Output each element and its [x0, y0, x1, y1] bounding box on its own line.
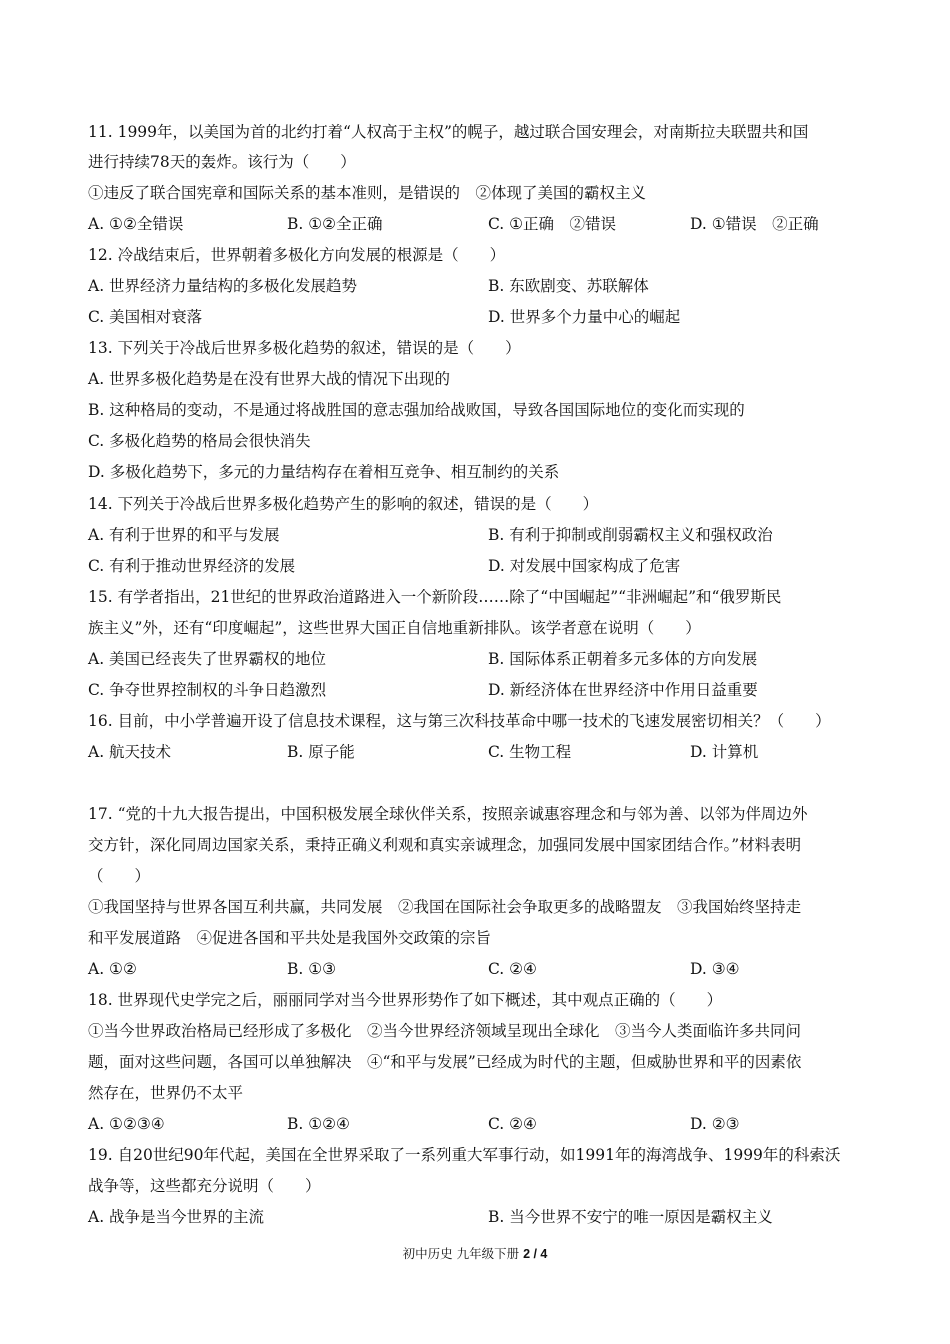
q17-option-a: A. ①② [88, 960, 137, 978]
question-14-stem: 14. 下列关于冷战后世界多极化趋势产生的影响的叙述，错误的是（ ） [88, 495, 599, 513]
question-18-statements-cont: 题，面对这些问题，各国可以单独解决 ④“和平与发展”已经成为时代的主题，但威胁世界和平的因素依 [88, 1053, 802, 1071]
question-18-stem: 18. 世界现代史学完之后，丽丽同学对当今世界形势作了如下概述，其中观点正确的（ ） [88, 991, 723, 1009]
q13-option-b: B. 这种格局的变动，不是通过将战胜国的意志强加给战败国，导致各国国际地位的变化而实现的 [88, 401, 745, 419]
question-13-stem: 13. 下列关于冷战后世界多极化趋势的叙述，错误的是（ ） [88, 339, 521, 357]
q19-option-b: B. 当今世界不安宁的唯一原因是霸权主义 [488, 1208, 773, 1226]
q14-option-b: B. 有利于抑制或削弱霸权主义和强权政治 [488, 526, 773, 544]
question-19-stem: 19. 自20世纪90年代起，美国在全世界采取了一系列重大军事行动，如1991年的海湾战争、1999年的科索沃 [88, 1146, 841, 1164]
q16-option-d: D. 计算机 [690, 743, 759, 761]
q11-option-b: B. ①②全正确 [287, 215, 383, 233]
q12-option-a: A. 世界经济力量结构的多极化发展趋势 [88, 277, 358, 295]
q13-option-c: C. 多极化趋势的格局会很快消失 [88, 432, 311, 450]
question-15-stem-cont: 族主义”外，还有“印度崛起”，这些世界大国正自信地重新排队。该学者意在说明（ ） [88, 619, 701, 637]
q12-option-d: D. 世界多个力量中心的崛起 [488, 308, 681, 326]
footer-course-label: 初中历史 九年级下册 [402, 1246, 520, 1261]
q15-option-b: B. 国际体系正朝着多元多体的方向发展 [488, 650, 758, 668]
page-footer [0, 1246, 950, 1262]
page-number: 2 / 4 [523, 1247, 548, 1261]
q14-option-a: A. 有利于世界的和平与发展 [88, 526, 280, 544]
q16-option-a: A. 航天技术 [88, 743, 172, 761]
q12-option-b: B. 东欧剧变、苏联解体 [488, 277, 649, 295]
question-15-stem: 15. 有学者指出，21世纪的世界政治道路进入一个新阶段……除了“中国崛起”“非洲崛起”和“俄罗斯民 [88, 588, 782, 606]
q13-option-a: A. 世界多极化趋势是在没有世界大战的情况下出现的 [88, 370, 451, 388]
q14-option-c: C. 有利于推动世界经济的发展 [88, 557, 296, 575]
question-17-statements: ①我国坚持与世界各国互利共赢，共同发展 ②我国在国际社会争取更多的战略盟友 ③我国始终坚持走 [88, 898, 802, 916]
question-17-stem: 17. “党的十九大报告提出，中国积极发展全球伙伴关系，按照亲诚惠容理念和与邻为善、以邻为伴周边外 [88, 805, 808, 823]
q14-option-d: D. 对发展中国家构成了危害 [488, 557, 681, 575]
question-17-stem-cont: 交方针，深化同周边国家关系，秉持正确义利观和真实亲诚理念，加强同发展中国家团结合作。”材料表明 [88, 836, 802, 854]
q12-option-c: C. 美国相对衰落 [88, 308, 203, 326]
q13-option-d: D. 多极化趋势下，多元的力量结构存在着相互竞争、相互制约的关系 [88, 463, 560, 481]
q15-option-a: A. 美国已经丧失了世界霸权的地位 [88, 650, 327, 668]
question-17-statements-cont: 和平发展道路 ④促进各国和平共处是我国外交政策的宗旨 [88, 929, 492, 947]
question-11-statements: ①违反了联合国宪章和国际关系的基本准则，是错误的 ②体现了美国的霸权主义 [88, 184, 647, 202]
q15-option-d: D. 新经济体在世界经济中作用日益重要 [488, 681, 758, 699]
q17-option-b: B. ①③ [287, 960, 337, 978]
question-16-stem: 16. 目前，中小学普遍开设了信息技术课程，这与第三次科技革命中哪一技术的飞速发展密切相关？（ ） [88, 712, 831, 730]
q18-option-d: D. ②③ [690, 1115, 740, 1133]
q11-option-d: D. ①错误 ②正确 [690, 215, 819, 233]
question-17-answer-blank: （ ） [88, 867, 151, 885]
q15-option-c: C. 争夺世界控制权的斗争日趋激烈 [88, 681, 327, 699]
question-19-stem-cont: 战争等，这些都充分说明（ ） [88, 1177, 321, 1195]
question-12-stem: 12. 冷战结束后，世界朝着多极化方向发展的根源是（ ） [88, 246, 506, 264]
q18-option-c: C. ②④ [488, 1115, 537, 1133]
q18-option-b: B. ①②④ [287, 1115, 350, 1133]
q11-option-a: A. ①②全错误 [88, 215, 184, 233]
q16-option-b: B. 原子能 [287, 743, 355, 761]
q19-option-a: A. 战争是当今世界的主流 [88, 1208, 265, 1226]
question-18-statements-end: 然存在，世界仍不太平 [88, 1084, 244, 1102]
q17-option-c: C. ②④ [488, 960, 537, 978]
question-18-statements: ①当今世界政治格局已经形成了多极化 ②当今世界经济领域呈现出全球化 ③当今人类面临许多共同问 [88, 1022, 802, 1040]
q17-option-d: D. ③④ [690, 960, 740, 978]
question-11-stem: 11. 1999年，以美国为首的北约打着“人权高于主权”的幌子，越过联合国安理会，对南斯拉夫联盟共和国 [88, 123, 809, 141]
q16-option-c: C. 生物工程 [488, 743, 572, 761]
question-11-stem-cont: 进行持续78天的轰炸。该行为（ ） [88, 153, 356, 171]
q11-option-c: C. ①正确 ②错误 [488, 215, 617, 233]
q18-option-a: A. ①②③④ [88, 1115, 165, 1133]
